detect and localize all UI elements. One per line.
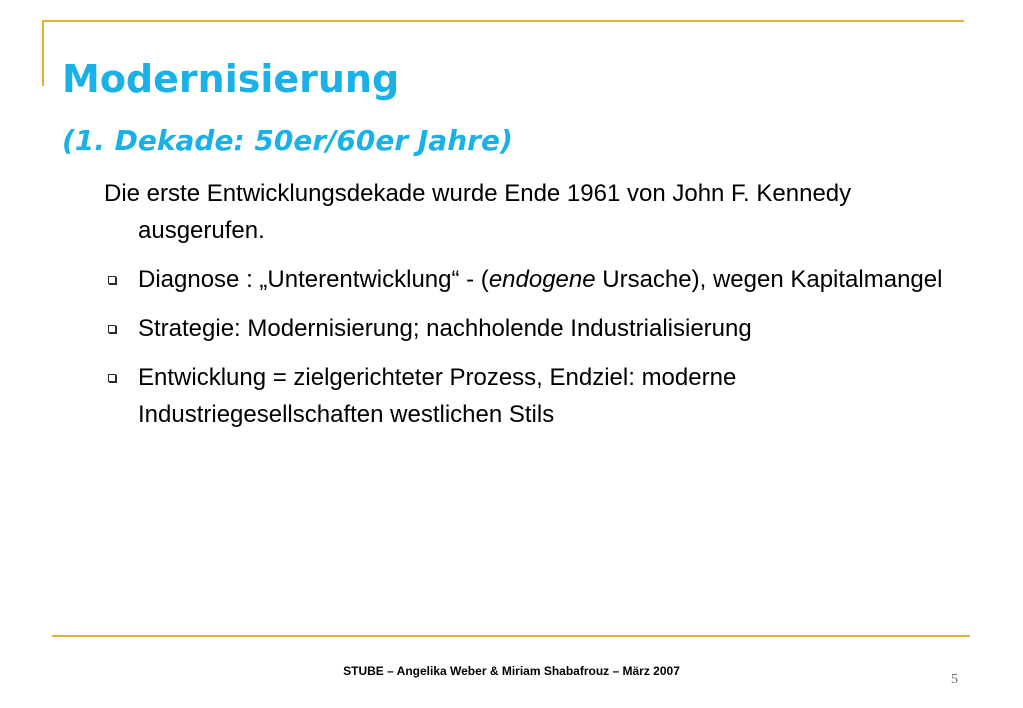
- footer-credits: STUBE – Angelika Weber & Miriam Shabafrouz – März 2007: [343, 664, 680, 678]
- bullet-text-after: Ursache), wegen Kapitalmangel: [595, 266, 943, 293]
- slide-subtitle: (1. Dekade: 50er/60er Jahre): [62, 124, 513, 157]
- bullet-item-diagnose: [104, 261, 974, 298]
- bullet-text: Strategie: Modernisierung; nachholende Industrialisierung: [138, 315, 752, 342]
- intro-paragraph: Die erste Entwicklungsdekade wurde Ende 1961 von John F. Kennedy ausgerufen.: [104, 180, 852, 244]
- top-frame-line: [42, 20, 964, 22]
- bullet-text: Entwicklung = zielgerichteter Prozess, Endziel: moderne Industriegesellschaften westlichen Stils: [138, 364, 737, 428]
- bullet-text-before: Diagnose : „Unterentwicklung“ - (: [138, 266, 489, 293]
- slide-title: Modernisierung: [62, 57, 400, 101]
- slide-content: [104, 175, 974, 445]
- page-number: 5: [951, 672, 958, 687]
- bullet-text-emphasis: endogene: [488, 266, 596, 293]
- bullet-item-entwicklung: [104, 359, 974, 433]
- footer-divider: [52, 635, 970, 637]
- square-bullet-icon: [108, 325, 116, 333]
- square-bullet-icon: [108, 276, 116, 284]
- left-frame-line: [42, 20, 44, 86]
- square-bullet-icon: [108, 374, 116, 382]
- bullet-item-strategie: [104, 310, 974, 347]
